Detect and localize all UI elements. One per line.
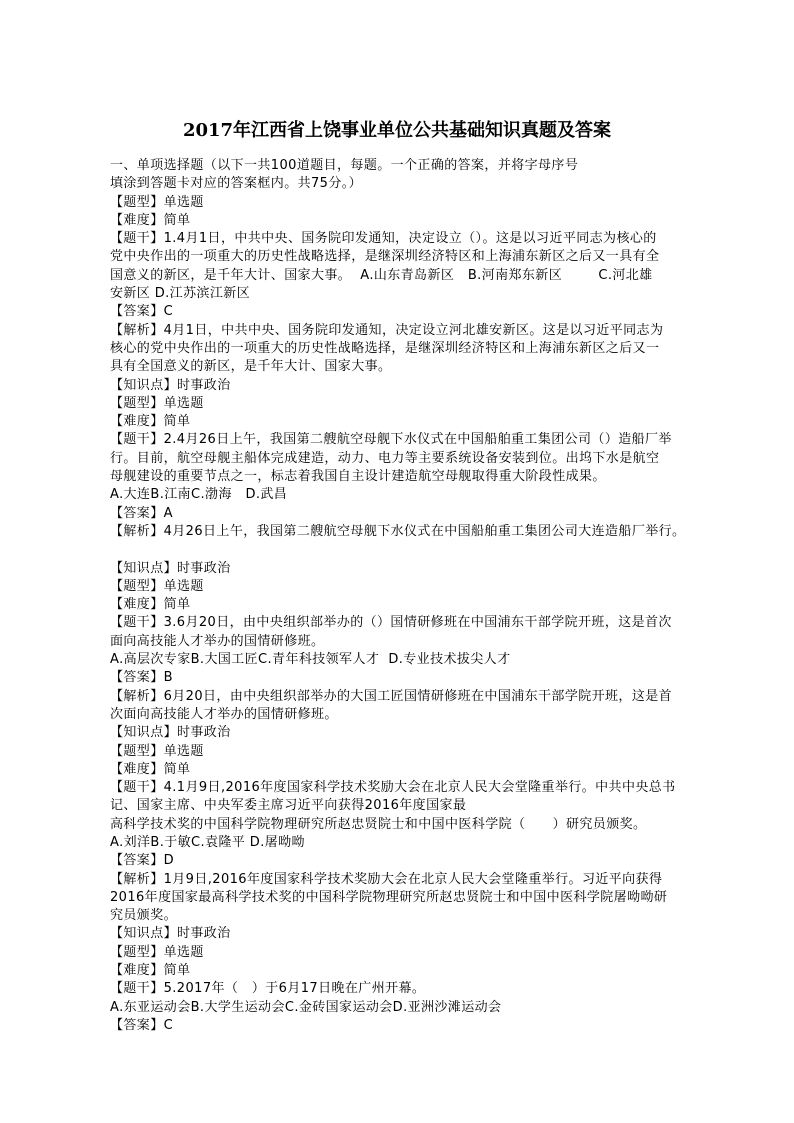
text-line: 记、国家主席、中央军委主席习近平向获得2016年度国家最	[110, 798, 467, 814]
text-line: 【题干】3.6月20日，由中央组织部举办的（）国情研修班在中国浦东干部学院开班，这是首次	[110, 615, 672, 631]
text-line: A.东亚运动会B.大学生运动会C.金砖国家运动会D.亚洲沙滩运动会	[110, 999, 502, 1015]
text-line: 安新区 D.江苏滨江新区	[110, 286, 251, 302]
text-line: 【答案】C	[110, 1017, 174, 1033]
text-line: 【解析】4月26日上午，我国第二艘航空母舰下水仪式在中国船舶重工集团公司大连造船厂举行。	[110, 523, 686, 539]
text-line: 2016年度国家最高科学技术奖的中国科学院物理研究所赵忠贤院士和中国中医科学院屠呦呦研	[110, 889, 668, 905]
text-line: 【题型】单选题	[110, 944, 204, 960]
text-line: 具有全国意义的新区，是千年大计、国家大事。	[110, 359, 392, 375]
text-line: 【答案】C	[110, 304, 174, 320]
text-line: 行。目前，航空母舰主船体完成建造，动力、电力等主要系统设备安装到位。出坞下水是航空	[110, 450, 660, 466]
text-line: 【题干】5.2017年（ ）于6月17日晚在广州开幕。	[110, 981, 426, 997]
text-line: 【知识点】时事政治	[110, 725, 231, 741]
text-line: A.刘洋B.于敏C.袁隆平 D.屠呦呦	[110, 834, 305, 850]
text-line: 【题干】4.1月9日,2016年度国家科学技术奖励大会在北京人民大会堂隆重举行。中共中央总书	[110, 780, 676, 796]
text-line: 【解析】4月1日，中共中央、国务院印发通知，决定设立河北雄安新区。这是以习近平同志为	[110, 322, 664, 338]
text-line: 【难度】简单	[110, 963, 191, 979]
text-line: 填涂到答题卡对应的答案框内。共75分。）	[110, 176, 363, 192]
text-line: A.大连B.江南C.渤海 D.武昌	[110, 487, 288, 503]
text-line: 【难度】简单	[110, 761, 191, 777]
document-body	[110, 157, 710, 1035]
text-line: 【知识点】时事政治	[110, 560, 231, 576]
text-line: 【知识点】时事政治	[110, 377, 231, 393]
text-line: 【知识点】时事政治	[110, 926, 231, 942]
text-line: 【题干】1.4月1日，中共中央、国务院印发通知，决定设立（）。这是以习近平同志为核心的	[110, 231, 657, 247]
text-line: 次面向高技能人才举办的国情研修班。	[110, 706, 338, 722]
text-line: 究员颁奖。	[110, 908, 178, 924]
text-line: 【难度】简单	[110, 597, 191, 613]
text-line: 一、单项选择题（以下一共100道题目，每题。一个正确的答案，并将字母序号	[110, 158, 579, 173]
text-line: 【题型】单选题	[110, 578, 204, 594]
text-line: 国意义的新区，是千年大计、国家大事。 A.山东青岛新区 B.河南郑东新区 C.河北雄	[110, 267, 653, 283]
text-line: 母舰建设的重要节点之一，标志着我国自主设计建造航空母舰取得重大阶段性成果。	[110, 469, 606, 485]
text-line: 【题型】单选题	[110, 395, 204, 411]
text-line: 【解析】1月9日,2016年度国家科学技术奖励大会在北京人民大会堂隆重举行。习近平向获得	[110, 871, 663, 887]
text-line: 党中央作出的一项重大的历史性战略选择，是继深圳经济特区和上海浦东新区之后又一具有全	[110, 249, 660, 265]
text-line: 【答案】D	[110, 853, 175, 869]
text-line: 【题型】单选题	[110, 743, 204, 759]
text-line: 【题型】单选题	[110, 194, 204, 210]
text-line: 【题干】2.4月26日上午，我国第二艘航空母舰下水仪式在中国船舶重工集团公司（）造船厂举	[110, 432, 672, 448]
text-line: 【难度】简单	[110, 414, 191, 430]
text-line: 面向高技能人才举办的国情研修班。	[110, 633, 325, 649]
document-title: 2017年江西省上饶事业单位公共基础知识真题及答案	[182, 120, 612, 141]
text-line	[110, 541, 710, 559]
text-line: 核心的党中央作出的一项重大的历史性战略选择，是继深圳经济特区和上海浦东新区之后又一	[110, 340, 660, 356]
text-line: 【答案】B	[110, 670, 173, 686]
text-line: 【难度】简单	[110, 212, 191, 228]
text-line: A.高层次专家B.大国工匠C.青年科技领军人才 D.专业技术拔尖人才	[110, 652, 511, 668]
text-line: 【答案】A	[110, 505, 173, 521]
text-line: 【解析】6月20日，由中央组织部举办的大国工匠国情研修班在中国浦东干部学院开班，这是首	[110, 688, 673, 704]
text-line: 高科学技术奖的中国科学院物理研究所赵忠贤院士和中国中医科学院（ ）研究员颁奖。	[110, 816, 647, 832]
